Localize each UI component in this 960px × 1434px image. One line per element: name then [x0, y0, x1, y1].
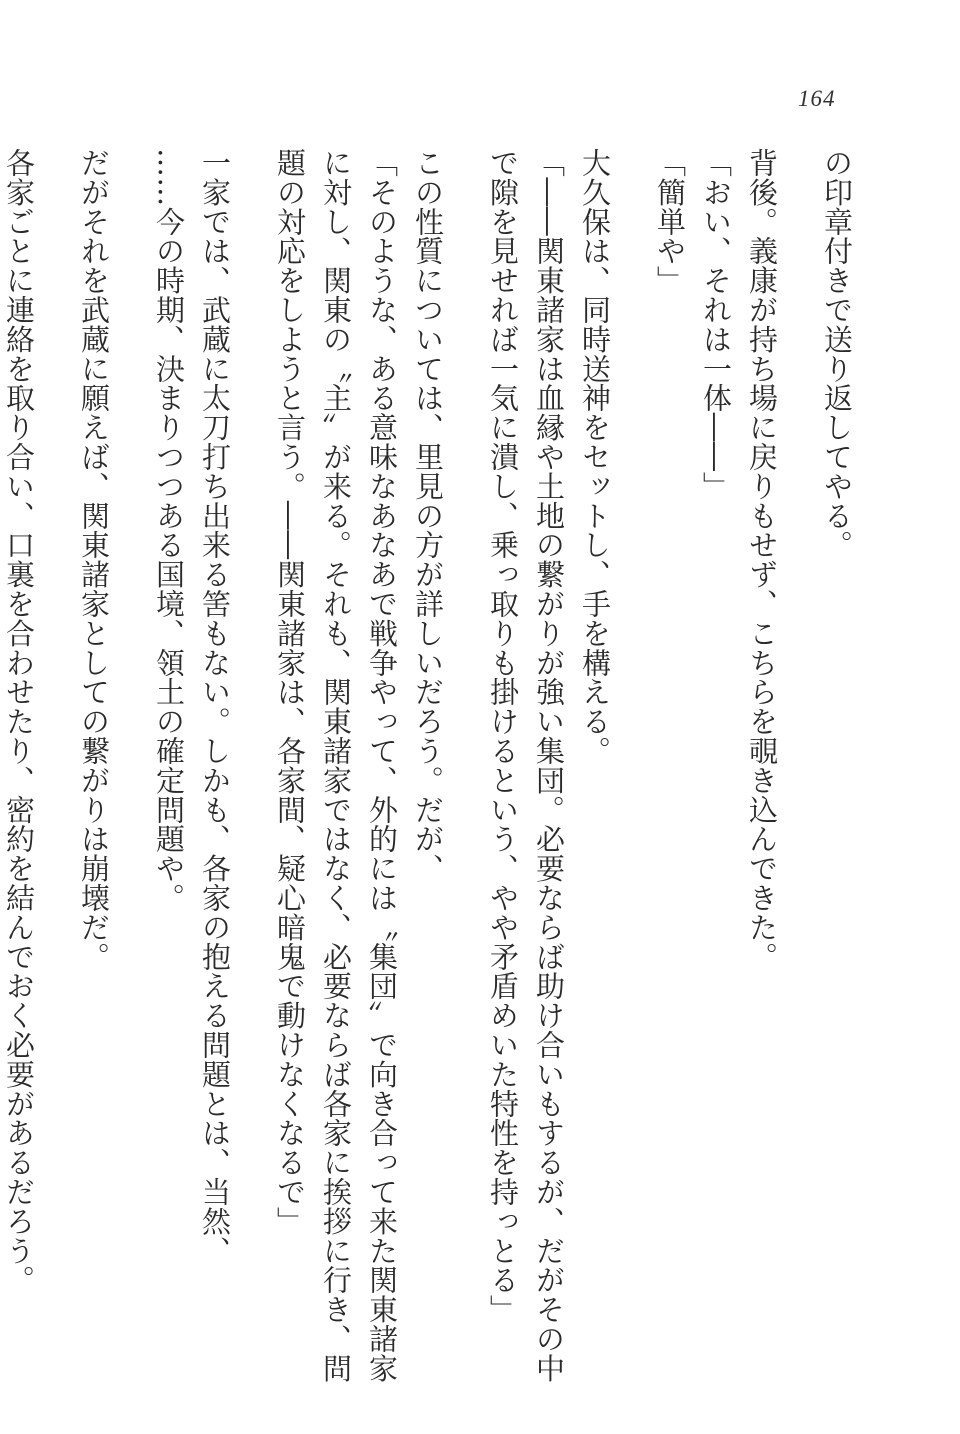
text-line: 「そのような、ある意味なあなあで戦争やって、外的には〝集団〟で向き合って来た関東諸家 [365, 148, 399, 1383]
text-line: 背後。義康が持ち場に戻りもせず、こちらを覗き込んできた。 [745, 148, 779, 972]
novel-text-body [2, 148, 860, 1383]
text-line: で隙を見せれば一気に潰し、乗っ取りも掛けるという、やや矛盾めいた特性を持っとる」 [486, 148, 520, 1324]
text-line: 「簡単や」 [653, 148, 687, 295]
text-line: 一家では、武蔵に太刀打ち出来る筈もない。しかも、各家の抱える問題とは、当然、 [198, 148, 232, 1266]
text-line: 「――関東諸家は血縁や土地の繋がりが強い集団。必要ならば助け合いもするが、だがその中 [532, 148, 566, 1383]
text-line: 題の対応をしようと言う。――関東諸家は、各家間、疑心暗鬼で動けなくなるで」 [273, 148, 307, 1236]
text-line: ……今の時期、決まりつつある国境、領土の確定問題や。 [152, 148, 186, 913]
page-number: 164 [798, 86, 836, 111]
text-line: の印章付きで送り返してやる。 [820, 148, 854, 560]
text-line: この性質については、里見の方が詳しいだろう。だが、 [411, 148, 445, 883]
text-line: 各家ごとに連絡を取り合い、口裏を合わせたり、密約を結んでおく必要があるだろう。 [2, 148, 36, 1295]
text-line: 大久保は、同時送神をセットし、手を構える。 [578, 148, 612, 766]
text-line: に対し、関東の〝主〟が来る。それも、関東諸家ではなく、必要ならば各家に挨拶に行き、問 [319, 148, 353, 1383]
text-line: 「おい、それは一体――」 [699, 148, 733, 501]
text-line: だがそれを武蔵に願えば、関東諸家としての繋がりは崩壊だ。 [77, 148, 111, 972]
